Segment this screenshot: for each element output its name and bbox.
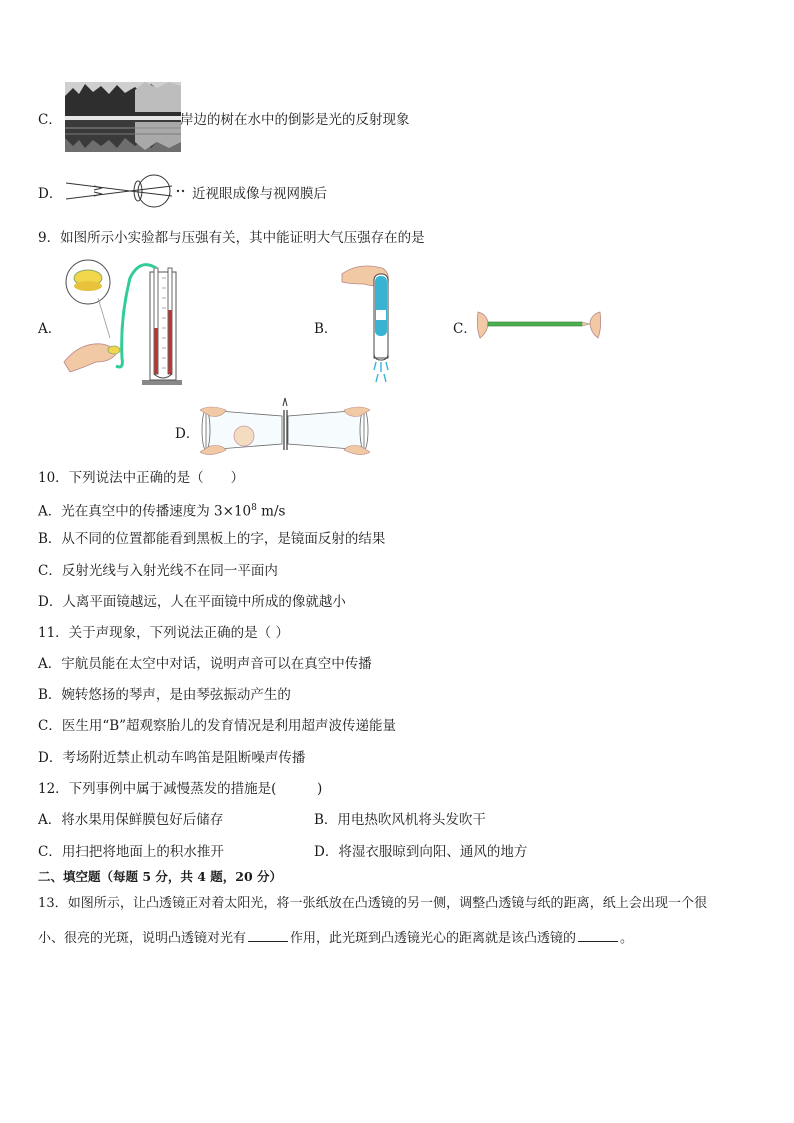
q12-option-c: C．用扫把将地面上的积水推开 <box>38 844 224 860</box>
u-tube-manometer-figure <box>60 258 190 388</box>
q11-option-c: C．医生用“B”超观察胎儿的发育情况是利用超声波传递能量 <box>38 718 397 734</box>
q11-option-d: D．考场附近禁止机动车鸣笛是阻断噪声传播 <box>38 750 306 766</box>
option-d-text: 近视眼成像与视网膜后 <box>192 186 327 202</box>
q9-option-a-letter: A． <box>38 321 62 337</box>
q9-option-c-letter: C． <box>453 321 477 337</box>
pencil-between-fingers-figure <box>476 308 602 340</box>
q12-option-d: D．将湿衣服晾到向阳、通风的地方 <box>314 844 528 860</box>
q11-option-a: A．宇航员能在太空中对话，说明声音可以在真空中传播 <box>38 656 372 672</box>
q9-option-d-letter: D． <box>175 426 200 442</box>
q12-option-b: B．用电热吹风机将头发吹干 <box>314 812 486 828</box>
q9-option-b-letter: B． <box>314 321 338 337</box>
q10-option-c: C．反射光线与入射光线不在同一平面内 <box>38 563 278 579</box>
q11-option-b: B．婉转悠扬的琴声，是由琴弦振动产生的 <box>38 687 291 703</box>
question-12-stem: 12．下列事例中属于减慢蒸发的措施是( ) <box>38 781 323 797</box>
question-13-line-1: 13．如图所示，让凸透镜正对着太阳光，将一张纸放在凸透镜的另一侧，调整凸透镜与纸的距离，纸上会出现一个很 <box>38 896 708 911</box>
option-c-text: 岸边的树在水中的倒影是光的反射现象 <box>180 112 410 128</box>
section-2-heading: 二、填空题（每题 5 分，共 4 题，20 分） <box>38 869 283 884</box>
question-9-stem: 9．如图所示小实验都与压强有关，其中能证明大气压强存在的是 <box>38 230 425 246</box>
q10-option-a: A．光在真空中的传播速度为 $3\times 10^8$ m/s <box>38 503 286 520</box>
blowing-between-cups-figure <box>200 396 370 460</box>
answer-blank-2[interactable] <box>578 927 618 942</box>
question-11-stem: 11．关于声现象，下列说法正确的是（ ） <box>38 625 289 641</box>
option-d-letter: D． <box>38 186 63 202</box>
option-c-letter: C． <box>38 112 62 128</box>
q10-option-d: D．人离平面镜越远，人在平面镜中所成的像就越小 <box>38 594 346 610</box>
test-tube-water-figure <box>338 262 408 386</box>
answer-blank-1[interactable] <box>248 927 288 942</box>
question-13-line-2: 小、很亮的光斑，说明凸透镜对光有 作用，此光斑到凸透镜光心的距离就是该凸透镜的 。 <box>38 927 633 948</box>
tree-reflection-photo <box>65 82 181 152</box>
q12-option-a: A．将水果用保鲜膜包好后储存 <box>38 812 224 828</box>
myopia-eye-diagram <box>64 174 189 208</box>
q10-option-b: B．从不同的位置都能看到黑板上的字，是镜面反射的结果 <box>38 531 386 547</box>
question-10-stem: 10．下列说法中正确的是（ ） <box>38 470 245 486</box>
